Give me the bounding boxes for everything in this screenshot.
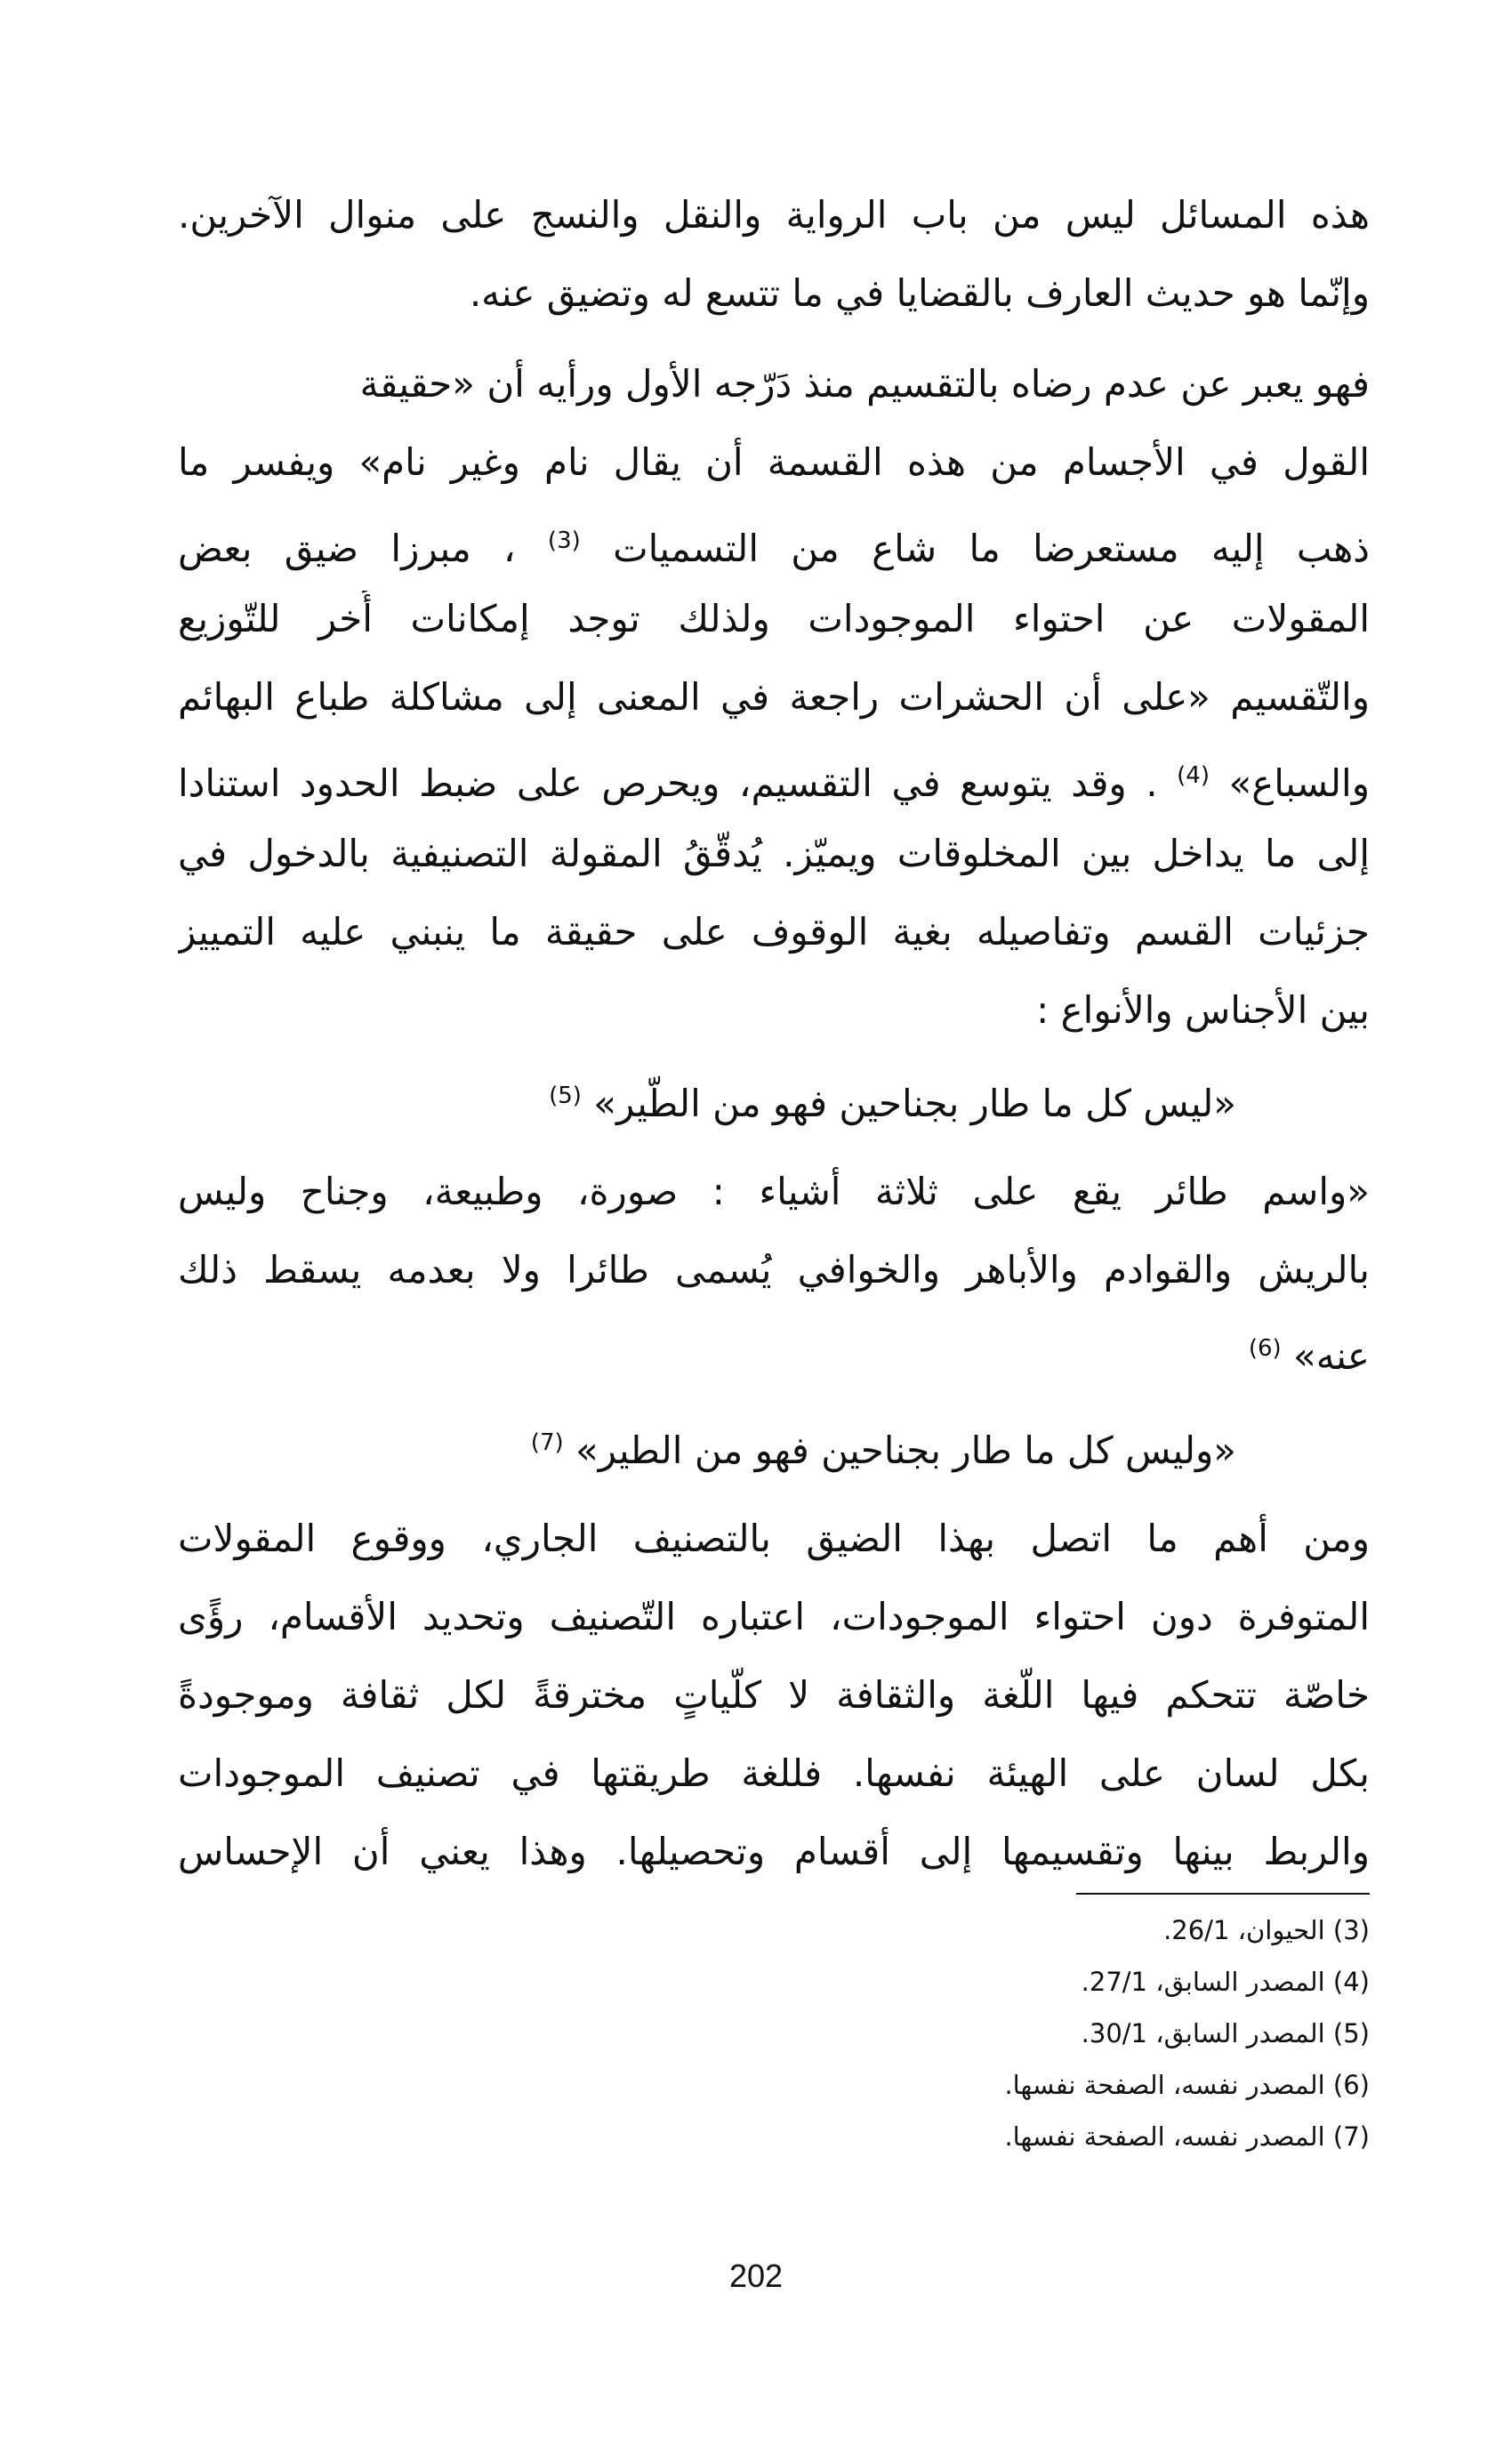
text-fragment: ، مبرزا ضيق بعض [178,527,516,570]
footnote-4: (4) المصدر السابق، 27/1. [1081,1967,1370,1997]
quote-line [178,1414,1236,1479]
quote-text: «ليس كل ما طار بجناحين فهو من الطّير» [593,1082,1236,1125]
text-fragment: عنه» [1293,1334,1370,1378]
footnote-5: (5) المصدر السابق، 30/1. [1081,2018,1370,2049]
footnote-3: (3) الحيوان، 26/1. [1163,1915,1370,1945]
footnote-separator [1076,1893,1370,1895]
text-line: «واسم طائر يقع على ثلاثة أشياء : صورة، وطبيعة، وجناح وليس [178,1170,1370,1213]
page-number: 202 [728,2258,784,2294]
quote-line [178,1067,1236,1132]
text-line: ومن أهم ما اتصل بهذا الضيق بالتصنيف الجاري، ووقوع المقولات [178,1517,1370,1560]
text-line: جزئيات القسم وتفاصيله بغية الوقوف على حقيقة ما ينبني عليه التمييز [178,910,1370,954]
footnote-ref-6[interactable]: (6) [1248,1335,1282,1362]
footnote-ref-5[interactable]: (5) [549,1083,582,1109]
footnote-ref-7[interactable]: (7) [530,1429,564,1456]
text-line: والربط بينها وتقسيمها إلى أقسام وتحصيلها. وهذا يعني أن الإحساس [178,1830,1370,1873]
text-line [178,747,1370,812]
text-line: والتّقسيم «على أن الحشرات راجعة في المعنى إلى مشاكلة طباع البهائم [178,675,1370,719]
text-line: بكل لسان على الهيئة نفسها. فللغة طريقتها في تصنيف الموجودات [178,1751,1370,1795]
main-text [178,0,1370,1873]
text-line [178,512,1370,577]
text-line: وإنّما هو حديث العارف بالقضايا في ما تتسع له وتضيق عنه. [469,271,1370,315]
text-line: خاصّة تتحكم فيها اللّغة والثقافة لا كلّياتٍ مخترقةً لكل ثقافة وموجودةً [178,1673,1370,1717]
footnote-6: (6) المصدر نفسه، الصفحة نفسها. [1004,2070,1370,2100]
text-line: فهو يعبر عن عدم رضاه بالتقسيم منذ دَرّجه الأول ورأيه أن «حقيقة [359,362,1370,406]
text-line: المقولات عن احتواء الموجودات ولذلك توجد إمكانات أُخر للتّوزيع [178,597,1370,640]
footnote-ref-4[interactable]: (4) [1177,762,1210,789]
text-line: بالريش والقوادم والأباهر والخوافي يُسمى طائرا ولا بعدمه يسقط ذلك [178,1248,1370,1292]
text-line: القول في الأجسام من هذه القسمة أن يقال نام وغير نام» ويفسر ما [178,440,1370,484]
text-fragment: ذهب إليه مستعرضا ما شاع من التسميات [613,527,1370,570]
text-line: هذه المسائل ليس من باب الرواية والنقل والنسج على منوال الآخرين. [178,193,1370,237]
text-fragment: . وقد يتوسع في التقسيم، ويحرص على ضبط الحدود استنادا [178,761,1158,805]
text-line [178,1320,1370,1385]
text-line: إلى ما يداخل بين المخلوقات ويميّز. يُدقّقُ المقولة التصنيفية بالدخول في [178,832,1370,875]
text-line: بين الأجناس والأنواع : [1036,988,1370,1032]
quote-text: «وليس كل ما طار بجناحين فهو من الطير» [575,1429,1236,1472]
footnote-7: (7) المصدر نفسه، الصفحة نفسها. [1004,2121,1370,2152]
text-line: المتوفرة دون احتواء الموجودات، اعتباره التّصنيف وتحديد الأقسام، رؤًى [178,1595,1370,1638]
footnote-ref-3[interactable]: (3) [547,527,581,554]
text-fragment: والسباع» [1228,761,1370,805]
